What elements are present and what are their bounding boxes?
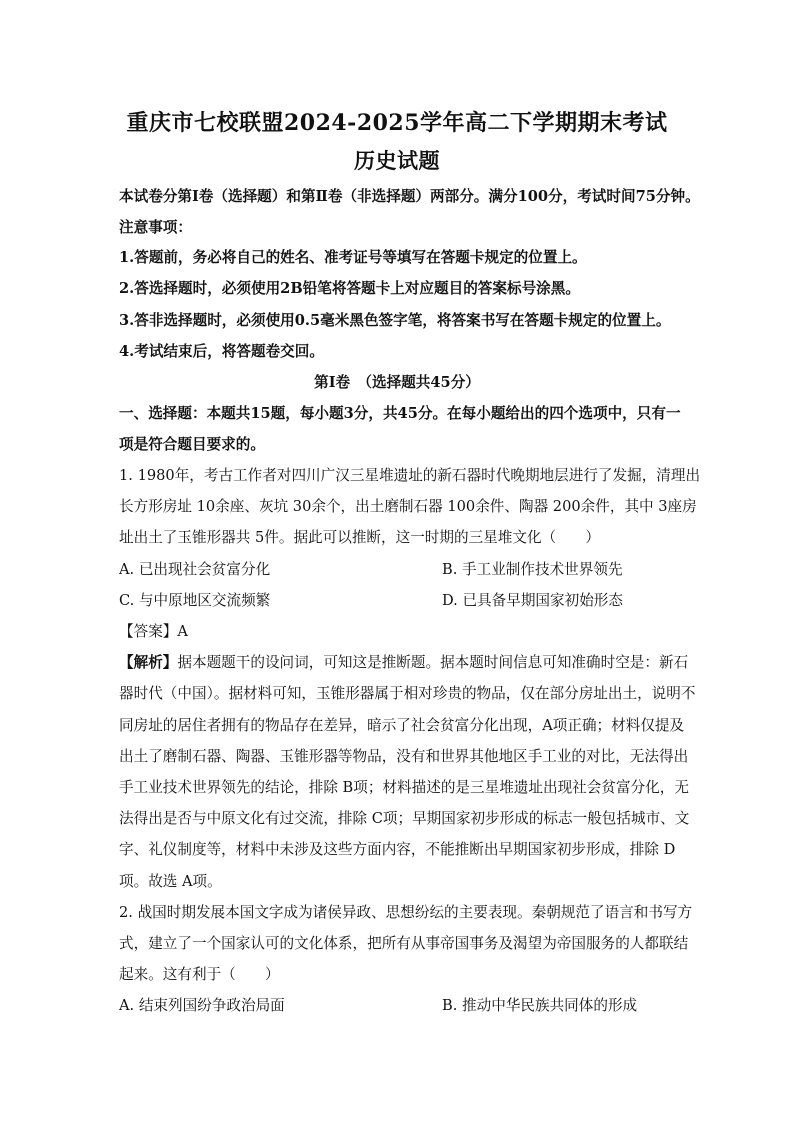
notice-item: 1.答题前，务必将自己的姓名、准考证号等填写在答题卡规定的位置上。 [119, 249, 587, 266]
option-a: A. 结束列国纷争政治局面 [119, 997, 285, 1014]
analysis-line: 手工业技术世界领先的结论，排除 B项；材料描述的是三星堆遗址出现社会贫富分化，无 [119, 779, 689, 796]
analysis-line: 同房址的居住者拥有的物品存在差异，暗示了社会贫富分化出现，A项正确；材料仅提及 [119, 717, 685, 734]
analysis-line [119, 653, 689, 673]
option-a: A. 已出现社会贫富分化 [119, 561, 271, 578]
question-stem-line: 长方形房址 10余座、灰坑 30余个，出土磨制石器 100余件、陶器 200余件，其中 3座房 [119, 498, 697, 515]
page-subtitle: 历史试题 [354, 148, 440, 173]
answer-line: 【答案】A [119, 623, 188, 640]
question-stem-line: 1. 1980年，考古工作者对四川广汉三星堆遗址的新石器时代晚期地层进行了发掘，清理出 [119, 467, 701, 484]
section-heading: 第Ⅰ卷 （选择题共45分） [314, 374, 480, 391]
question-stem-line: 2. 战国时期发展本国文字成为诸侯异政、思想纷纭的主要表现。秦朝规范了语言和书写方 [119, 904, 693, 921]
option-b: B. 推动中华民族共同体的形成 [442, 997, 638, 1014]
notice-heading: 注意事项： [119, 219, 192, 236]
section-instruction: 项是符合题目要求的。 [119, 436, 265, 453]
page-title: 重庆市七校联盟2024-2025学年高二下学期期末考试 [126, 110, 668, 136]
notice-item: 4.考试结束后，将答题卷交回。 [119, 343, 324, 360]
exam-intro: 本试卷分第Ⅰ卷（选择题）和第Ⅱ卷（非选择题）两部分。满分100分，考试时间75分钟。 [119, 188, 700, 205]
analysis-line: 出土了磨制石器、陶器、玉锥形器等物品，没有和世界其他地区手工业的对比，无法得出 [119, 748, 689, 765]
analysis-line: 法得出是否与中原文化有过交流，排除 C项；早期国家初步形成的标志一般包括城市、文 [119, 810, 690, 827]
analysis-text: 据本题题干的设问词，可知这是推断题。据本题时间信息可知准确时空是：新石 [177, 654, 689, 671]
question-stem-line: 式，建立了一个国家认可的文化体系，把所有从事帝国事务及渴望为帝国服务的人都联结 [119, 935, 689, 952]
analysis-line: 项。故选 A项。 [119, 873, 222, 890]
analysis-line: 器时代（中国）。据材料可知，玉锥形器属于相对珍贵的物品，仅在部分房址出土，说明不 [119, 685, 696, 702]
question-stem-line: 址出土了玉锥形器共 5件。据此可以推断，这一时期的三星堆文化（ ） [119, 529, 600, 546]
notice-item: 3.答非选择题时，必须使用0.5毫米黑色签字笔，将答案书写在答题卡规定的位置上。 [119, 312, 671, 329]
option-d: D. 已具备早期国家初始形态 [442, 592, 623, 609]
question-stem-line: 起来。这有利于（ ） [119, 966, 280, 983]
section-instruction: 一、选择题：本题共15题，每小题3分，共45分。在每小题给出的四个选项中，只有一 [119, 405, 681, 422]
analysis-label: 【解析】 [119, 654, 178, 671]
option-c: C. 与中原地区交流频繁 [119, 592, 271, 609]
option-b: B. 手工业制作技术世界领先 [442, 561, 623, 578]
analysis-line: 字、礼仪制度等，材料中未涉及这些方面内容，不能推断出早期国家初步形成，排除 D [119, 841, 676, 858]
notice-item: 2.答选择题时，必须使用2B铅笔将答题卡上对应题目的答案标号涂黑。 [119, 280, 580, 297]
